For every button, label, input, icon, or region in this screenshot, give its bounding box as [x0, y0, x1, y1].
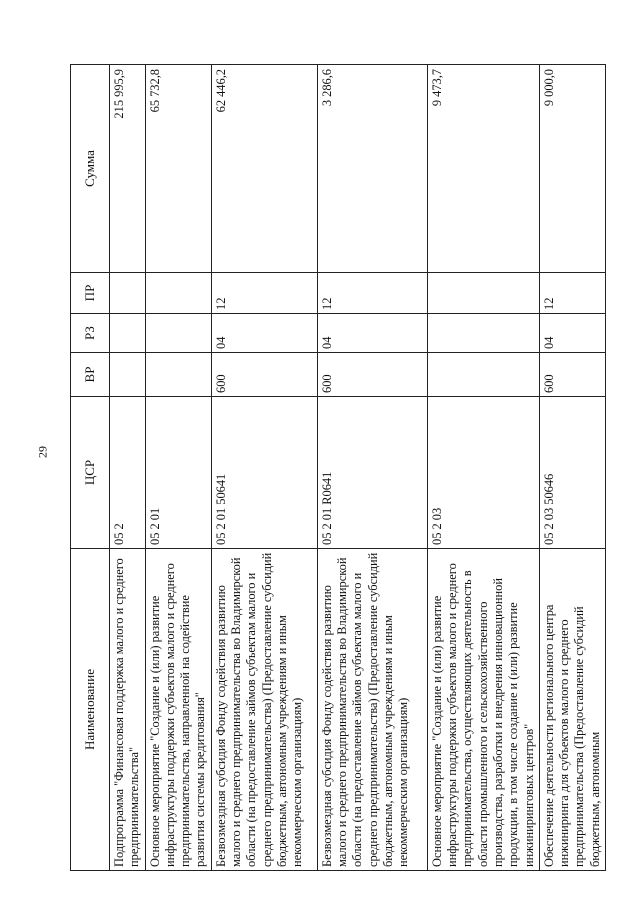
- cell-pr: [110, 273, 146, 314]
- header-pr: ПР: [71, 273, 110, 314]
- cell-name: Обеспечение деятельности регионального центра инжиниринга для субъектов малого и среднего предпринимательства (Предоставление субсидий бюджетным, автономным: [539, 549, 605, 871]
- cell-rz: 04: [539, 314, 605, 353]
- header-name: Наименование: [71, 549, 110, 871]
- cell-sum: 9 473,7: [427, 65, 539, 273]
- cell-rz: [110, 314, 146, 353]
- cell-vr: [110, 353, 146, 397]
- cell-vr: [427, 353, 539, 397]
- page-number: 29: [35, 446, 50, 458]
- cell-name: Безвозмездная субсидия Фонду содействия развитию малого и среднего предпринимательства во Владимирской области (на предоставление займов субъектам малого и среднего предпринимательства) (Предоставление субсидий бюджетным, автономным учреждениям и иным некоммерческим организациям): [211, 549, 317, 871]
- table-row: [145, 65, 211, 871]
- cell-rz: 04: [317, 314, 427, 353]
- cell-csr: 05 2 01 R0641: [317, 397, 427, 549]
- cell-name: Подпрограмма "Финансовая поддержка малого и среднего предпринимательства": [110, 549, 146, 871]
- cell-vr: [145, 353, 211, 397]
- table-row: [539, 65, 605, 871]
- cell-name: Основное мероприятие "Создание и (или) развитие инфраструктуры поддержки субъектов малого и среднего предпринимательства, осуществляющих деятельность в области промышленного и сельскохозяйственного производства, разработки и внедрения инновационной продукции, в том числе создание и (или) развитие инжиниринговых центров": [427, 549, 539, 871]
- cell-name: Безвозмездная субсидия Фонду содействия развитию малого и среднего предпринимательства во Владимирской области (на предоставление займов субъектам малого и среднего предпринимательства) (Предоставление субсидий бюджетным, автономным учреждениям и иным некоммерческим организациям): [317, 549, 427, 871]
- cell-vr: 600: [539, 353, 605, 397]
- cell-rz: [145, 314, 211, 353]
- cell-csr: 05 2 01 50641: [211, 397, 317, 549]
- table-row: [211, 65, 317, 871]
- cell-csr: 05 2: [110, 397, 146, 549]
- cell-csr: 05 2 01: [145, 397, 211, 549]
- cell-pr: [145, 273, 211, 314]
- cell-sum: 3 286,6: [317, 65, 427, 273]
- budget-table: [70, 64, 606, 871]
- cell-sum: 215 995,9: [110, 65, 146, 273]
- cell-name: Основное мероприятие "Создание и (или) развитие инфраструктуры поддержки субъектов малого и среднего предпринимательства, направленной на содействие развития системы кредитования": [145, 549, 211, 871]
- table-row: [317, 65, 427, 871]
- cell-pr: 12: [211, 273, 317, 314]
- cell-sum: 62 446,2: [211, 65, 317, 273]
- header-csr: ЦСР: [71, 397, 110, 549]
- cell-sum: 65 732,8: [145, 65, 211, 273]
- cell-csr: 05 2 03 50646: [539, 397, 605, 549]
- rotated-table-container: [70, 65, 602, 871]
- cell-pr: [427, 273, 539, 314]
- header-rz: РЗ: [71, 314, 110, 353]
- table-header-row: [71, 65, 110, 871]
- cell-vr: 600: [211, 353, 317, 397]
- cell-rz: 04: [211, 314, 317, 353]
- cell-pr: 12: [317, 273, 427, 314]
- header-sum: Сумма: [71, 65, 110, 273]
- rotated-table-area: [70, 65, 602, 871]
- cell-pr: 12: [539, 273, 605, 314]
- cell-vr: 600: [317, 353, 427, 397]
- table-row: [110, 65, 146, 871]
- table-row: [427, 65, 539, 871]
- cell-sum: 9 000,0: [539, 65, 605, 273]
- cell-csr: 05 2 03: [427, 397, 539, 549]
- header-vr: ВР: [71, 353, 110, 397]
- cell-rz: [427, 314, 539, 353]
